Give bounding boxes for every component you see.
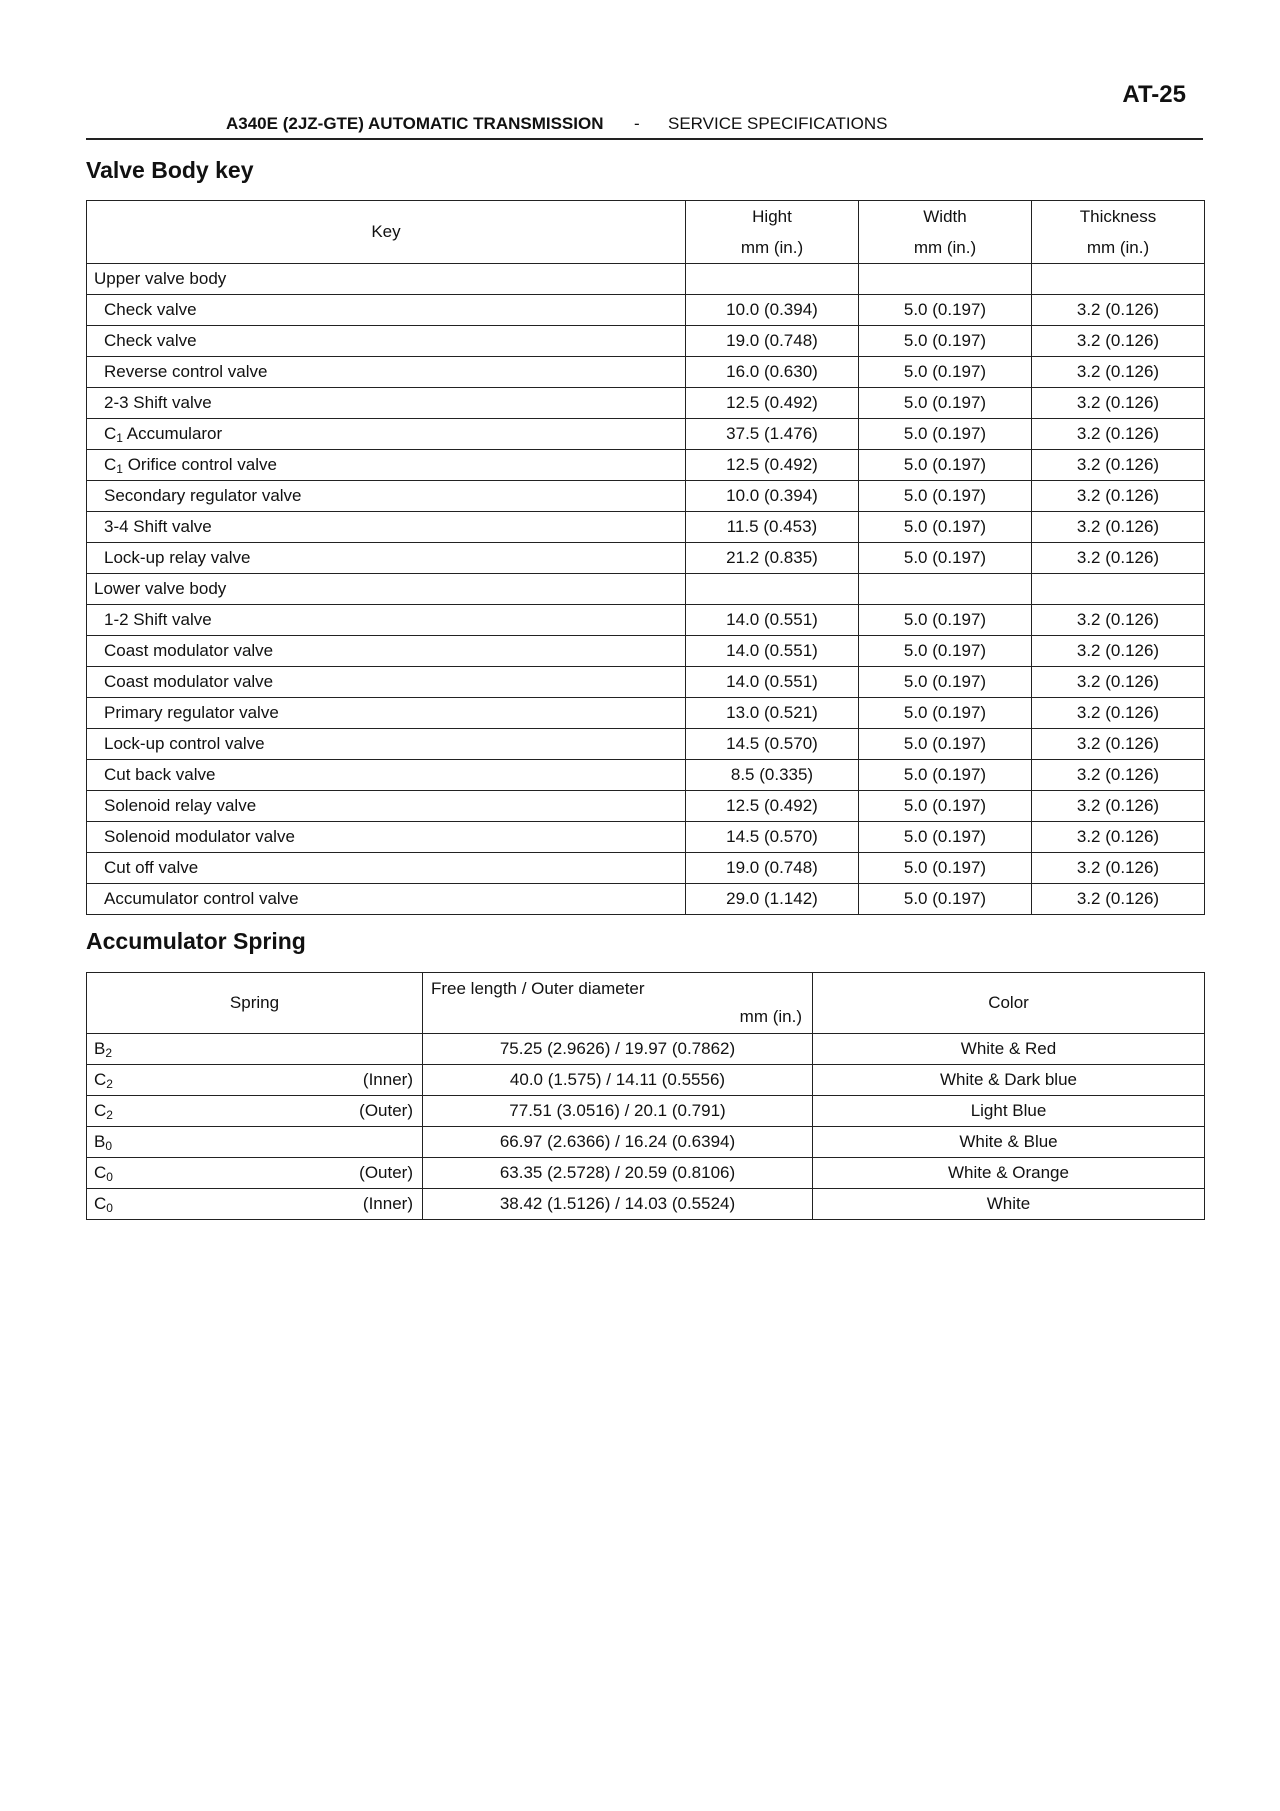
valve-key xyxy=(87,419,686,450)
width-value: 5.0 (0.197) xyxy=(859,853,1032,884)
width-value: 5.0 (0.197) xyxy=(859,326,1032,357)
width-value: 5.0 (0.197) xyxy=(859,884,1032,915)
table-row xyxy=(87,667,1205,698)
height-value: 19.0 (0.748) xyxy=(686,853,859,884)
header-spring xyxy=(87,973,423,1034)
table-row xyxy=(87,512,1205,543)
spring-position: (Outer) xyxy=(359,1163,413,1182)
key-text: Accumulator control valve xyxy=(104,889,299,908)
width-value: 5.0 (0.197) xyxy=(859,636,1032,667)
thickness-value: 3.2 (0.126) xyxy=(1032,450,1205,481)
table-row xyxy=(87,729,1205,760)
spring-id xyxy=(87,1096,423,1127)
thickness-value: 3.2 (0.126) xyxy=(1032,388,1205,419)
key-text: Solenoid modulator valve xyxy=(104,827,295,846)
thickness-value: 3.2 (0.126) xyxy=(1032,481,1205,512)
valve-key xyxy=(87,884,686,915)
header-key-label: Key xyxy=(371,222,401,241)
table-row xyxy=(87,388,1205,419)
valve-key xyxy=(87,388,686,419)
table-row xyxy=(87,791,1205,822)
key-prefix: C xyxy=(104,455,117,474)
spring-letter: C xyxy=(94,1194,107,1213)
valve-key xyxy=(87,357,686,388)
height-value: 14.5 (0.570) xyxy=(686,729,859,760)
width-value: 5.0 (0.197) xyxy=(859,388,1032,419)
height-value: 12.5 (0.492) xyxy=(686,450,859,481)
spring-letter: C xyxy=(94,1070,107,1089)
thickness-value: 3.2 (0.126) xyxy=(1032,698,1205,729)
table-row xyxy=(87,605,1205,636)
thickness-value xyxy=(1032,264,1205,295)
height-value xyxy=(686,264,859,295)
spring-subscript: 2 xyxy=(105,1046,113,1060)
spring-letter: B xyxy=(94,1132,106,1151)
table-row xyxy=(87,357,1205,388)
table-row xyxy=(87,636,1205,667)
length-diameter-value: 40.0 (1.575) / 14.11 (0.5556) xyxy=(423,1065,813,1096)
spring-id xyxy=(87,1065,423,1096)
header-key xyxy=(87,201,686,264)
spring-id xyxy=(87,1034,423,1065)
key-subscript: 1 xyxy=(116,462,123,476)
height-value: 29.0 (1.142) xyxy=(686,884,859,915)
color-value: White xyxy=(813,1189,1205,1220)
header-color-label: Color xyxy=(988,993,1029,1012)
header-length xyxy=(423,973,813,1034)
key-text: Primary regulator valve xyxy=(104,703,279,722)
acc-table-body xyxy=(87,1034,1205,1220)
width-value: 5.0 (0.197) xyxy=(859,543,1032,574)
table-row xyxy=(87,1096,1205,1127)
table-row xyxy=(87,760,1205,791)
thickness-value: 3.2 (0.126) xyxy=(1032,884,1205,915)
table-row xyxy=(87,1158,1205,1189)
header-width-unit: mm (in.) xyxy=(913,238,977,257)
spring-position: (Inner) xyxy=(362,1194,413,1213)
table-row xyxy=(87,419,1205,450)
width-value: 5.0 (0.197) xyxy=(859,791,1032,822)
header-height xyxy=(686,201,859,264)
table-row xyxy=(87,1065,1205,1096)
color-value: Light Blue xyxy=(813,1096,1205,1127)
valve-body-table xyxy=(86,200,1205,915)
valve-key xyxy=(87,450,686,481)
width-value: 5.0 (0.197) xyxy=(859,357,1032,388)
header-length-label: Free length / Outer diameter xyxy=(431,979,645,998)
thickness-value: 3.2 (0.126) xyxy=(1032,667,1205,698)
height-value: 13.0 (0.521) xyxy=(686,698,859,729)
table-row xyxy=(87,295,1205,326)
thickness-value: 3.2 (0.126) xyxy=(1032,512,1205,543)
group-label xyxy=(87,574,686,605)
height-value: 19.0 (0.748) xyxy=(686,326,859,357)
valve-key xyxy=(87,698,686,729)
thickness-value: 3.2 (0.126) xyxy=(1032,636,1205,667)
group-label xyxy=(87,264,686,295)
width-value: 5.0 (0.197) xyxy=(859,295,1032,326)
key-text: Coast modulator valve xyxy=(104,672,274,691)
length-diameter-value: 66.97 (2.6366) / 16.24 (0.6394) xyxy=(423,1127,813,1158)
color-value: White & Red xyxy=(813,1034,1205,1065)
height-value: 11.5 (0.453) xyxy=(686,512,859,543)
header-separator: - xyxy=(634,114,640,133)
thickness-value: 3.2 (0.126) xyxy=(1032,605,1205,636)
valve-key xyxy=(87,326,686,357)
table-row xyxy=(87,481,1205,512)
header-length-unit: mm (in.) xyxy=(739,1007,802,1026)
spring-id xyxy=(87,1158,423,1189)
height-value: 16.0 (0.630) xyxy=(686,357,859,388)
header-title-left: A340E (2JZ-GTE) AUTOMATIC TRANSMISSION xyxy=(226,114,604,133)
thickness-value: 3.2 (0.126) xyxy=(1032,326,1205,357)
color-value: White & Blue xyxy=(813,1127,1205,1158)
header-thickness-label: Thickness xyxy=(1079,207,1157,226)
thickness-value xyxy=(1032,574,1205,605)
valve-key xyxy=(87,791,686,822)
header-title-right: SERVICE SPECIFICATIONS xyxy=(668,114,888,133)
width-value: 5.0 (0.197) xyxy=(859,667,1032,698)
table-row xyxy=(87,543,1205,574)
table-row xyxy=(87,1127,1205,1158)
group-row xyxy=(87,264,1205,295)
width-value xyxy=(859,264,1032,295)
table-row xyxy=(87,1189,1205,1220)
width-value: 5.0 (0.197) xyxy=(859,419,1032,450)
height-value: 14.5 (0.570) xyxy=(686,822,859,853)
color-value: White & Dark blue xyxy=(813,1065,1205,1096)
key-text: Cut off valve xyxy=(104,858,199,877)
valve-key xyxy=(87,543,686,574)
height-value: 12.5 (0.492) xyxy=(686,791,859,822)
table-row xyxy=(87,450,1205,481)
key-text: 3-4 Shift valve xyxy=(104,517,212,536)
width-value xyxy=(859,574,1032,605)
valve-key xyxy=(87,295,686,326)
key-text: Coast modulator valve xyxy=(104,641,274,660)
key-text: Check valve xyxy=(104,300,197,319)
spring-subscript: 0 xyxy=(106,1170,113,1184)
length-diameter-value: 38.42 (1.5126) / 14.03 (0.5524) xyxy=(423,1189,813,1220)
thickness-value: 3.2 (0.126) xyxy=(1032,853,1205,884)
height-value: 14.0 (0.551) xyxy=(686,667,859,698)
width-value: 5.0 (0.197) xyxy=(859,698,1032,729)
spring-letter: C xyxy=(94,1101,107,1120)
accumulator-spring-title: Accumulator Spring xyxy=(86,928,306,954)
key-text: Upper valve body xyxy=(94,269,227,288)
spring-id xyxy=(87,1127,423,1158)
key-text: Secondary regulator valve xyxy=(104,486,302,505)
header-width xyxy=(859,201,1032,264)
valve-key xyxy=(87,760,686,791)
key-text: Accumularor xyxy=(122,424,223,443)
key-text: Lock-up relay valve xyxy=(104,548,251,567)
width-value: 5.0 (0.197) xyxy=(859,450,1032,481)
page-number: AT-25 xyxy=(1122,81,1186,108)
valve-body-title: Valve Body key xyxy=(86,157,254,183)
thickness-value: 3.2 (0.126) xyxy=(1032,357,1205,388)
spring-subscript: 0 xyxy=(105,1139,113,1153)
group-row xyxy=(87,574,1205,605)
height-value: 10.0 (0.394) xyxy=(686,481,859,512)
height-value: 12.5 (0.492) xyxy=(686,388,859,419)
key-text: 1-2 Shift valve xyxy=(104,610,212,629)
spring-subscript: 0 xyxy=(106,1201,113,1215)
key-text: Solenoid relay valve xyxy=(104,796,257,815)
spring-subscript: 2 xyxy=(106,1077,113,1091)
header-height-unit: mm (in.) xyxy=(740,238,804,257)
thickness-value: 3.2 (0.126) xyxy=(1032,295,1205,326)
key-text: Reverse control valve xyxy=(104,362,268,381)
height-value: 14.0 (0.551) xyxy=(686,605,859,636)
spring-id xyxy=(87,1189,423,1220)
width-value: 5.0 (0.197) xyxy=(859,605,1032,636)
height-value xyxy=(686,574,859,605)
spring-letter: C xyxy=(94,1163,107,1182)
width-value: 5.0 (0.197) xyxy=(859,729,1032,760)
thickness-value: 3.2 (0.126) xyxy=(1032,729,1205,760)
header-width-label: Width xyxy=(923,207,967,226)
valve-key xyxy=(87,605,686,636)
thickness-value: 3.2 (0.126) xyxy=(1032,822,1205,853)
key-prefix: C xyxy=(104,424,117,443)
spring-letter: B xyxy=(94,1039,106,1058)
key-subscript: 1 xyxy=(116,431,123,445)
width-value: 5.0 (0.197) xyxy=(859,760,1032,791)
thickness-value: 3.2 (0.126) xyxy=(1032,791,1205,822)
height-value: 10.0 (0.394) xyxy=(686,295,859,326)
key-text: Check valve xyxy=(104,331,197,350)
valve-key xyxy=(87,481,686,512)
valve-key xyxy=(87,512,686,543)
height-value: 14.0 (0.551) xyxy=(686,636,859,667)
width-value: 5.0 (0.197) xyxy=(859,822,1032,853)
thickness-value: 3.2 (0.126) xyxy=(1032,543,1205,574)
width-value: 5.0 (0.197) xyxy=(859,512,1032,543)
height-value: 8.5 (0.335) xyxy=(686,760,859,791)
key-text: Orifice control valve xyxy=(122,455,277,474)
valve-table-header-row xyxy=(87,201,1205,264)
table-row xyxy=(87,853,1205,884)
thickness-value: 3.2 (0.126) xyxy=(1032,419,1205,450)
spring-position: (Outer) xyxy=(359,1101,413,1120)
header-spring-label: Spring xyxy=(229,993,280,1012)
running-header xyxy=(86,114,1203,140)
header-color xyxy=(813,973,1205,1034)
accumulator-spring-table xyxy=(86,972,1205,1220)
length-diameter-value: 75.25 (2.9626) / 19.97 (0.7862) xyxy=(423,1034,813,1065)
height-value: 37.5 (1.476) xyxy=(686,419,859,450)
table-row xyxy=(87,1034,1205,1065)
key-text: Lock-up control valve xyxy=(104,734,265,753)
table-row xyxy=(87,884,1205,915)
key-text: 2-3 Shift valve xyxy=(104,393,212,412)
key-text: Lower valve body xyxy=(94,579,227,598)
spring-position: (Inner) xyxy=(362,1070,413,1089)
valve-key xyxy=(87,853,686,884)
valve-table-body xyxy=(87,264,1205,915)
header-thickness xyxy=(1032,201,1205,264)
length-diameter-value: 77.51 (3.0516) / 20.1 (0.791) xyxy=(423,1096,813,1127)
valve-key xyxy=(87,729,686,760)
header-thickness-unit: mm (in.) xyxy=(1086,238,1150,257)
valve-key xyxy=(87,667,686,698)
acc-table-header-row xyxy=(87,973,1205,1034)
spring-subscript: 2 xyxy=(106,1108,113,1122)
table-row xyxy=(87,822,1205,853)
thickness-value: 3.2 (0.126) xyxy=(1032,760,1205,791)
table-row xyxy=(87,698,1205,729)
table-row xyxy=(87,326,1205,357)
width-value: 5.0 (0.197) xyxy=(859,481,1032,512)
key-text: Cut back valve xyxy=(104,765,216,784)
length-diameter-value: 63.35 (2.5728) / 20.59 (0.8106) xyxy=(423,1158,813,1189)
color-value: White & Orange xyxy=(813,1158,1205,1189)
height-value: 21.2 (0.835) xyxy=(686,543,859,574)
valve-key xyxy=(87,822,686,853)
header-height-label: Hight xyxy=(752,207,792,226)
valve-key xyxy=(87,636,686,667)
